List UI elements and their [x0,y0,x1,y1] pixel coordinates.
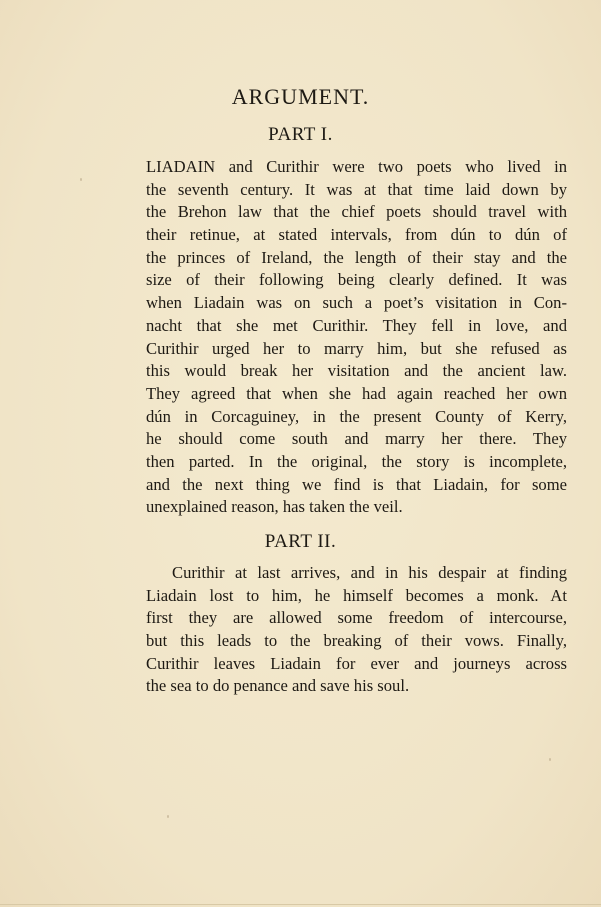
text-line: Curithir leaves Liadain for ever and journeys across [146,653,567,673]
text-line: unexplained reason, has taken the veil. [146,497,403,517]
text-line: Liadain lost to him, he himself becomes a monk. At [146,585,567,605]
part-one-heading: PART I. [268,124,333,145]
text-line: nacht that she met Curithir. They fell in love, and [146,315,567,335]
text-line: the Brehon law that the chief poets should travel with [146,202,567,222]
text-line: size of their following being clearly defined. It was [146,270,567,290]
text-line: first they are allowed some freedom of intercourse, [146,608,567,628]
text-line: the sea to do penance and save his soul. [146,676,410,696]
page-edge [0,904,601,905]
paper-speck [167,815,169,818]
page-title: ARGUMENT. [231,84,370,109]
text-line: the princes of Ireland, the length of their stay and the [146,247,567,267]
part-two-text [146,562,567,698]
text-line: their retinue, at stated intervals, from dún to dún of [146,225,567,245]
text-line: this would break her visitation and the ancient law. [146,361,567,381]
text-line: he should come south and marry her there. They [146,429,567,449]
text-line: dún in Corcaguiney, in the present County of Kerry, [146,406,567,426]
text-line: when Liadain was on such a poet’s visitation in Con- [146,293,567,313]
text-line: the seventh century. It was at that time laid down by [146,179,567,199]
paper-speck [549,758,551,761]
text-line: They agreed that when she had again reached her own [146,383,567,403]
part-two-heading: PART II. [264,531,337,552]
paper-speck [80,178,82,181]
text-line: Curithir at last arrives, and in his despair at finding [172,563,567,582]
text-line: and the next thing we find is that Liadain, for some [146,474,567,494]
text-line: then parted. In the original, the story is incomplete, [146,451,567,471]
text-line: Curithir urged her to marry him, but she refused as [146,338,567,358]
text-line: but this leads to the breaking of their vows. Finally, [146,631,567,651]
text-line: LIADAIN and Curithir were two poets who lived in [146,157,567,176]
part-one-text [146,156,567,519]
